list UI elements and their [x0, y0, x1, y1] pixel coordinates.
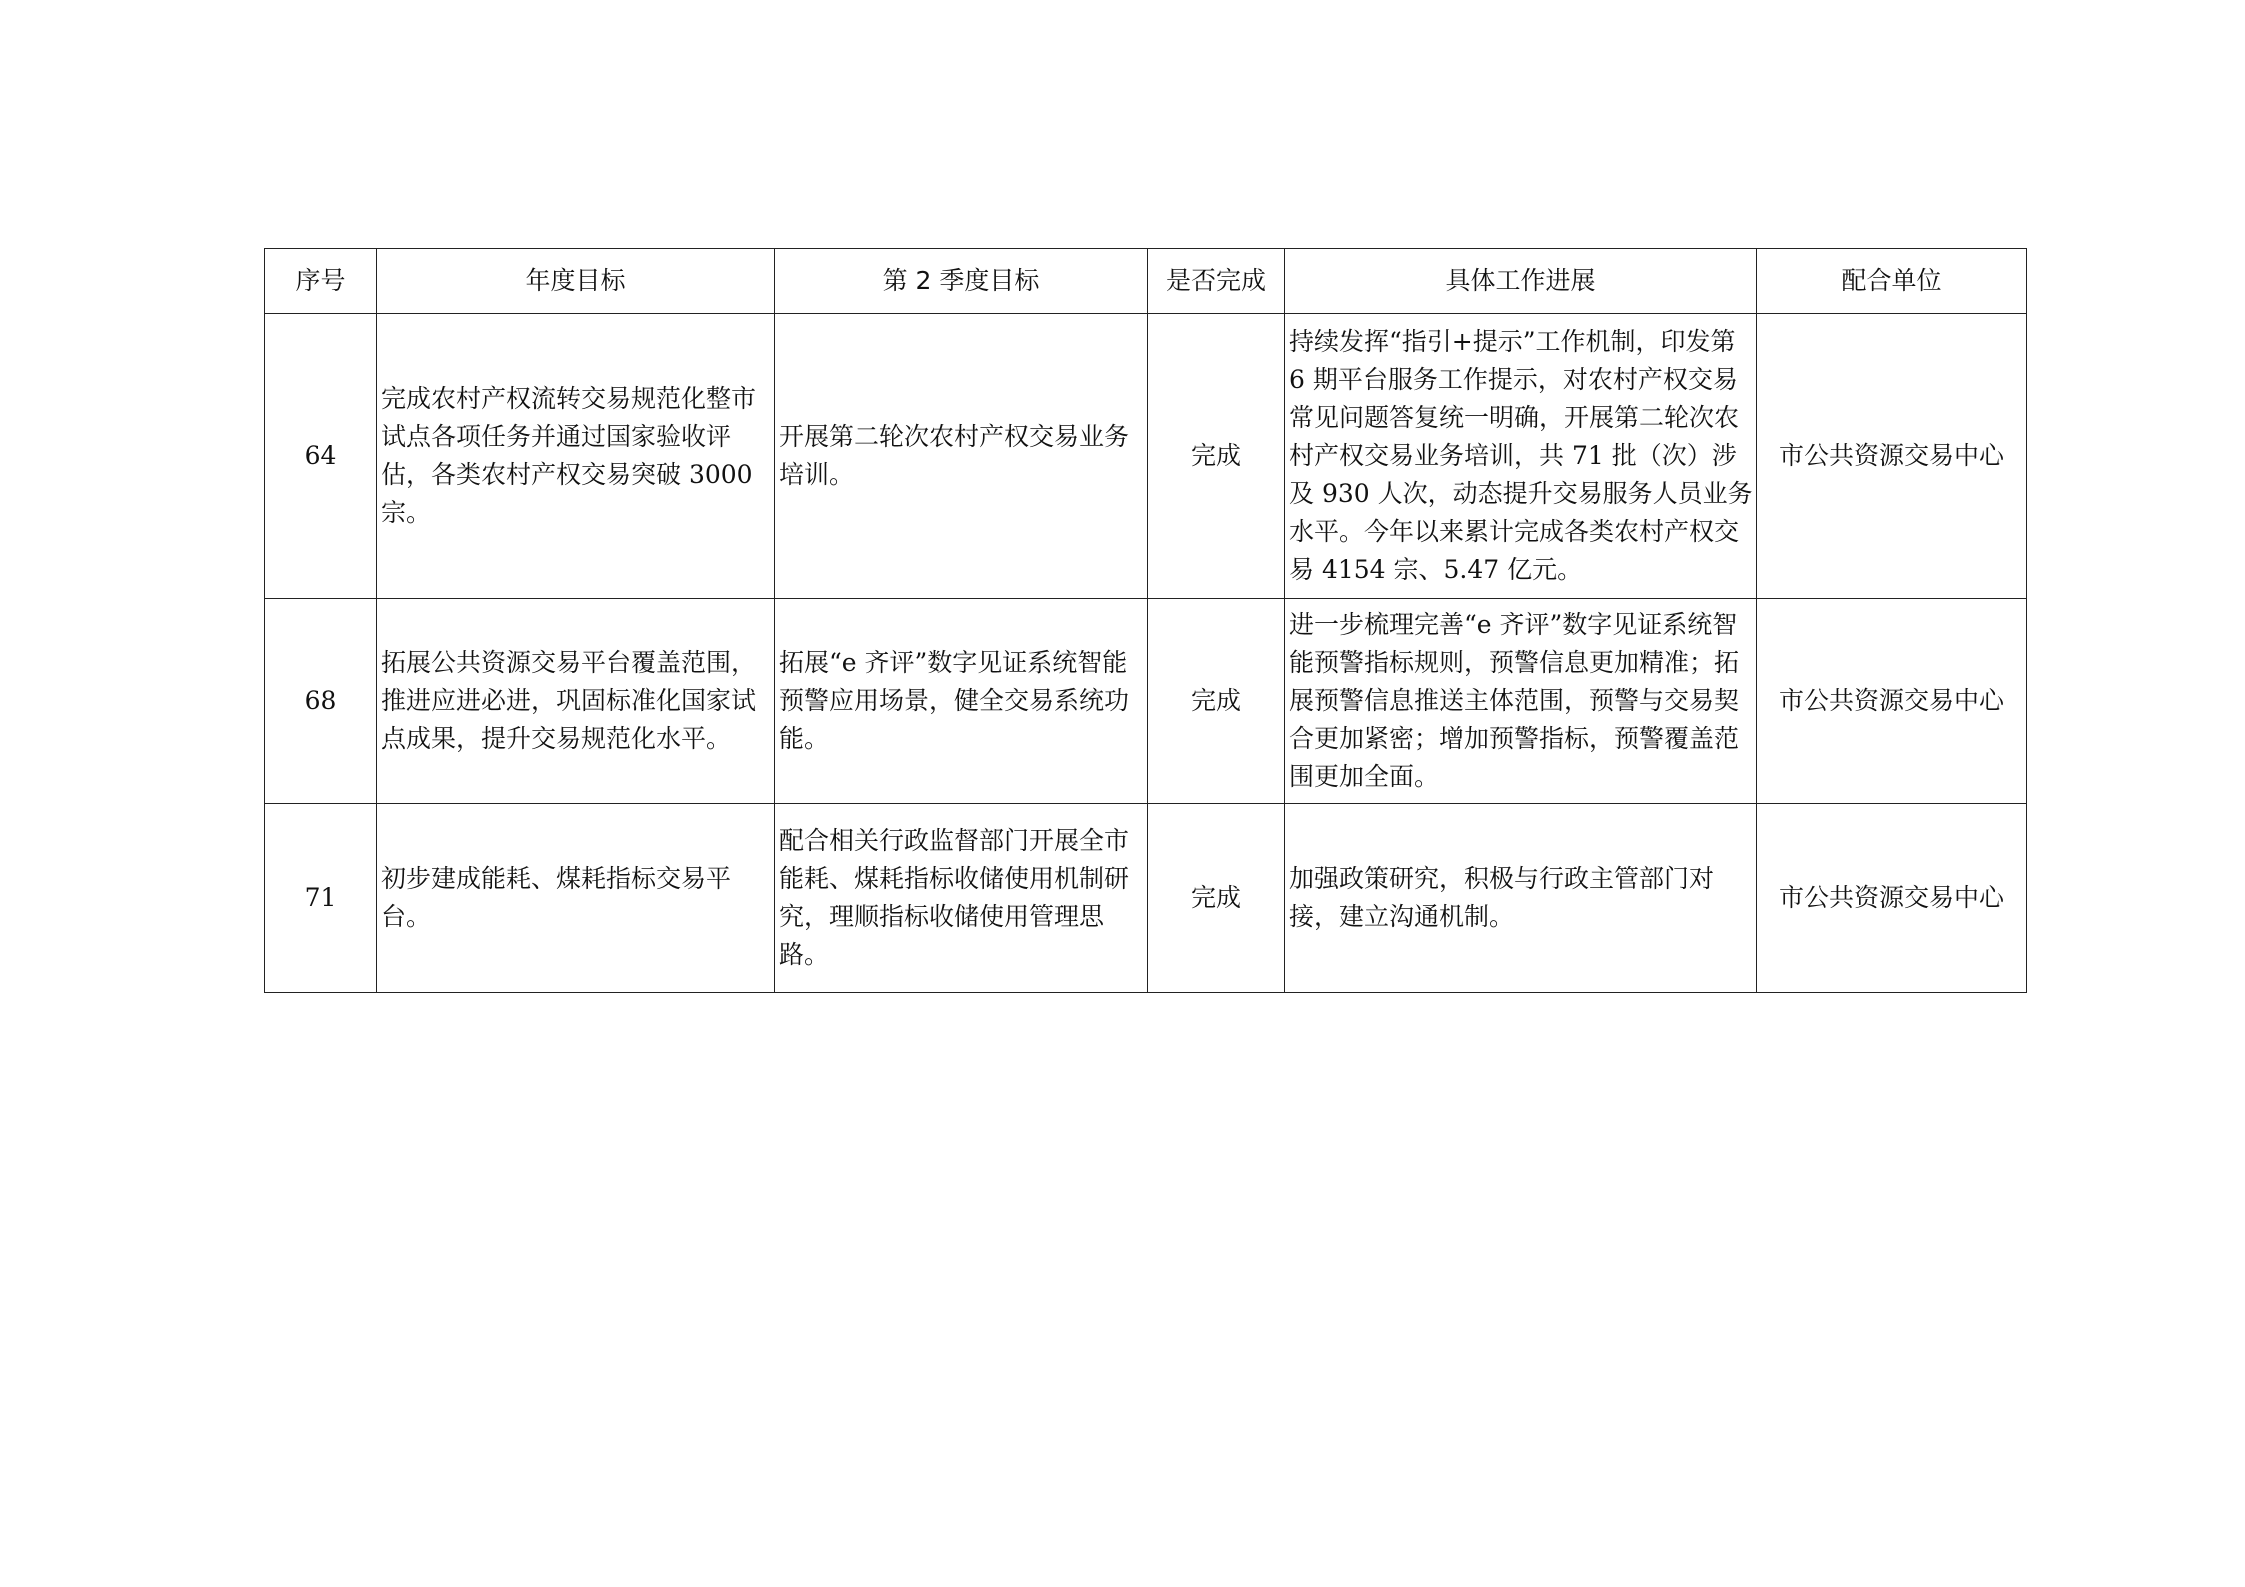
- header-completed: 是否完成: [1148, 249, 1285, 314]
- cell-serial-number: 71: [265, 804, 377, 993]
- header-serial-number: 序号: [265, 249, 377, 314]
- cell-q2-goal: 拓展“e 齐评”数字见证系统智能预警应用场景，健全交易系统功能。: [775, 599, 1148, 804]
- cell-progress: 进一步梳理完善“e 齐评”数字见证系统智能预警指标规则，预警信息更加精准；拓展预警信息推送主体范围，预警与交易契合更加紧密；增加预警指标，预警覆盖范围更加全面。: [1285, 599, 1757, 804]
- header-cooperating-unit: 配合单位: [1757, 249, 2027, 314]
- cell-progress: 加强政策研究，积极与行政主管部门对接，建立沟通机制。: [1285, 804, 1757, 993]
- cell-cooperating-unit: 市公共资源交易中心: [1757, 599, 2027, 804]
- cell-completed: 完成: [1148, 804, 1285, 993]
- header-q2-goal: 第 2 季度目标: [775, 249, 1148, 314]
- table-row: [265, 599, 2027, 804]
- cell-q2-goal: 配合相关行政监督部门开展全市能耗、煤耗指标收储使用机制研究，理顺指标收储使用管理思路。: [775, 804, 1148, 993]
- cell-annual-goal: 拓展公共资源交易平台覆盖范围，推进应进必进，巩固标准化国家试点成果，提升交易规范化水平。: [377, 599, 775, 804]
- cell-q2-goal: 开展第二轮次农村产权交易业务培训。: [775, 314, 1148, 599]
- cell-progress: 持续发挥“指引+提示”工作机制，印发第 6 期平台服务工作提示，对农村产权交易常见问题答复统一明确，开展第二轮次农村产权交易业务培训，共 71 批（次）涉及 930 人次，动态提升交易服务人员业务水平。今年以来累计完成各类农村产权交易 4154 宗、5.47 亿元。: [1285, 314, 1757, 599]
- cell-serial-number: 64: [265, 314, 377, 599]
- cell-annual-goal: 初步建成能耗、煤耗指标交易平台。: [377, 804, 775, 993]
- header-annual-goal: 年度目标: [377, 249, 775, 314]
- cell-annual-goal: 完成农村产权流转交易规范化整市试点各项任务并通过国家验收评估，各类农村产权交易突破 3000 宗。: [377, 314, 775, 599]
- header-row: [265, 249, 2027, 314]
- cell-cooperating-unit: 市公共资源交易中心: [1757, 314, 2027, 599]
- header-progress: 具体工作进展: [1285, 249, 1757, 314]
- table-row: [265, 804, 2027, 993]
- work-progress-table: [264, 248, 2027, 993]
- cell-cooperating-unit: 市公共资源交易中心: [1757, 804, 2027, 993]
- table-row: [265, 314, 2027, 599]
- cell-completed: 完成: [1148, 599, 1285, 804]
- cell-completed: 完成: [1148, 314, 1285, 599]
- cell-serial-number: 68: [265, 599, 377, 804]
